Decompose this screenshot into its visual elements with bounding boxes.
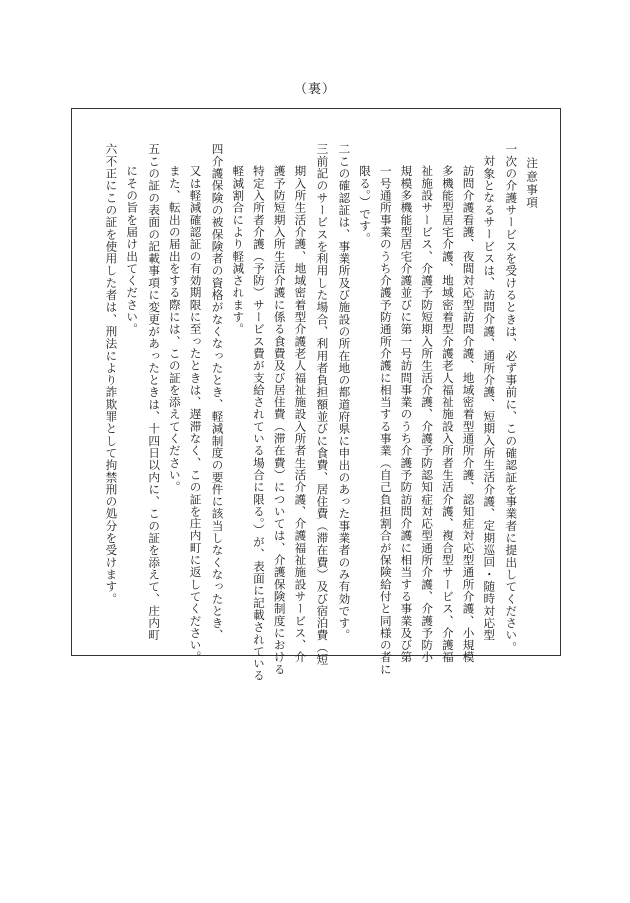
note-item-4-line-3: また、転出の届出をする際には、この証を添えてください。 bbox=[167, 165, 182, 494]
note-item-1-number: 一 bbox=[504, 143, 519, 156]
page-heading: （裏） bbox=[293, 82, 336, 97]
note-item-1-line-7: 一号通所事業のうち介護予防通所介護に相当する事業（自己負担割合が保険給付と同様の者に bbox=[378, 165, 393, 676]
note-item-5-line-1: 五この証の表面の記載事項に変更があったときは、十四日以内に、この証を添えて、庄内町 bbox=[142, 143, 164, 648]
note-item-5-number: 五 bbox=[147, 143, 162, 156]
note-item-6-number: 六 bbox=[104, 143, 119, 156]
note-item-3-number: 三 bbox=[315, 143, 330, 156]
note-item-1-line-6: 規模多機能型居宅介護並びに第一号訪問事業のうち介護予防訪問介護に相当する事業及び第 bbox=[399, 165, 414, 664]
note-item-4-line-1: 四介護保険の被保険者の資格がなくなったとき、軽減制度の要件に該当しなくなったとき、 bbox=[206, 143, 228, 648]
note-item-3-line-1: 三前記のサービスを利用した場合、利用者負担額並びに食費、居住費（滞在費）及び宿泊費（短 bbox=[310, 143, 332, 648]
note-item-5-line-2: にその旨を届け出てください。 bbox=[125, 165, 140, 336]
note-item-2-number: 二 bbox=[337, 143, 352, 156]
note-item-1-line-2: 対象となるサービスは、訪問介護、通所介護、短期入所生活介護、定期巡回・随時対応型 bbox=[482, 155, 497, 641]
notes-text bbox=[99, 143, 542, 682]
note-item-4-line-2: 又は軽減確認証の有効期限に至ったときは、遅滞なく、この証を庄内町に返してください。 bbox=[188, 165, 203, 664]
notes-frame bbox=[71, 108, 561, 682]
note-item-1-line-3: 訪問介護看護、夜間対応型訪問介護、地域密着型通所介護、認知症対応型通所介護、小規模 bbox=[461, 165, 476, 664]
note-item-6-line-1: 六不正にこの証を使用した者は、刑法により詐欺罪として拘禁刑の処分を受けます。 bbox=[99, 143, 121, 648]
note-item-3-line-3: 護予防短期入所生活介護に係る食費及び居住費（滞在費）については、介護保険制度における bbox=[272, 165, 287, 676]
notes-title: 注意事項 bbox=[525, 157, 539, 210]
note-item-4-number: 四 bbox=[210, 143, 225, 156]
note-item-1-line-8: 限る。）です。 bbox=[358, 165, 373, 245]
note-item-3-line-5: 軽減割合により軽減されます。 bbox=[231, 165, 246, 336]
note-item-2-line-1: 二この確認証は、事業所及び施設の所在地の都道府県に申出のあった事業者のみ有効です。 bbox=[332, 143, 354, 648]
note-item-3-line-4: 特定入所者介護（予防）サービス費が支給されている場合に限る。）が、表面に記載されている bbox=[251, 165, 266, 682]
note-item-1-line-1: 一次の介護サービスを受けるときは、必ず事前に、この確認証を事業者に提出してください。 bbox=[499, 143, 521, 648]
note-item-1-line-5: 祉施設サービス、介護予防短期入所生活介護、介護予防認知症対応型通所介護、介護予防小 bbox=[420, 165, 435, 664]
note-item-3-line-2: 期入所生活介護、地域密着型介護老人福祉施設入所者生活介護、介護福祉施設サービス、介 bbox=[293, 165, 308, 664]
note-item-1-line-4: 多機能型居宅介護、地域密着型介護老人福祉施設入所者生活介護、複合型サービス、介護福 bbox=[440, 165, 455, 664]
